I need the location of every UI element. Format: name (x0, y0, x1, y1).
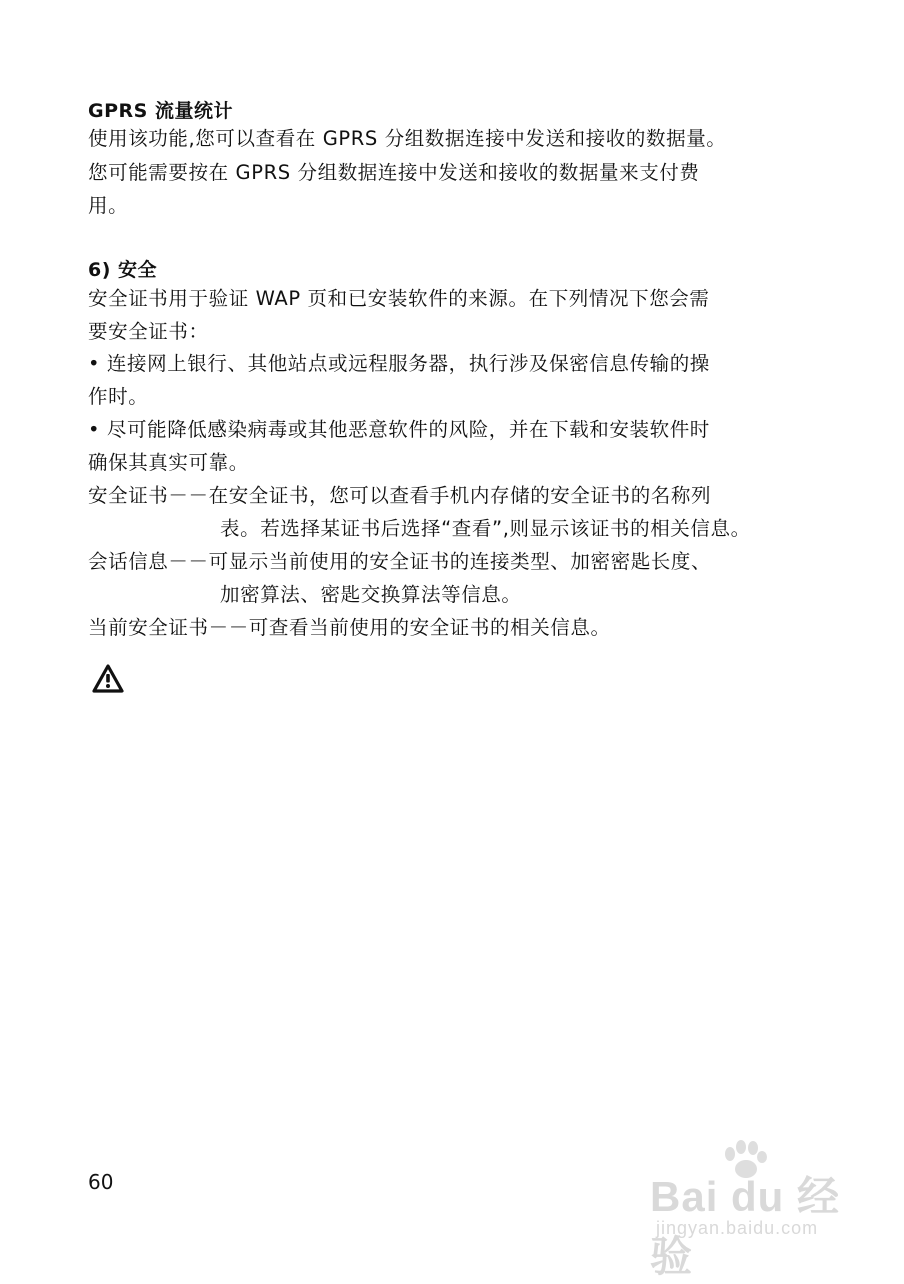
definition-continuation: 表。若选择某证书后选择“查看”,则显示该证书的相关信息。 (220, 517, 751, 540)
warning-triangle-icon (92, 664, 124, 694)
definition-continuation: 加密算法、密匙交换算法等信息。 (220, 583, 522, 606)
section-heading-gprs: GPRS 流量统计 (88, 100, 233, 122)
paragraph-line: 您可能需要按在 GPRS 分组数据连接中发送和接收的数据量来支付费 (88, 161, 700, 184)
watermark-url: jingyan.baidu.com (656, 1218, 819, 1238)
bullet-item-continuation: 作时。 (88, 385, 149, 408)
bullet-item: • 连接网上银行、其他站点或远程服务器，执行涉及保密信息传输的操 (88, 352, 710, 375)
paragraph-line: 安全证书用于验证 WAP 页和已安装软件的来源。在下列情况下您会需 (88, 287, 710, 310)
watermark-logo: Bai du 经验 (650, 1173, 841, 1280)
paragraph-line: 用。 (88, 194, 129, 217)
bullet-item: • 尽可能降低感染病毒或其他恶意软件的风险，并在下载和安装软件时 (88, 418, 710, 441)
definition-term-cert: 安全证书－－在安全证书，您可以查看手机内存储的安全证书的名称列 (88, 484, 712, 507)
definition-term-session: 会话信息－－可显示当前使用的安全证书的连接类型、加密密匙长度、 (88, 550, 712, 573)
page-number: 60 (88, 1170, 114, 1194)
paragraph-line: 使用该功能,您可以查看在 GPRS 分组数据连接中发送和接收的数据量。 (88, 127, 727, 150)
definition-term-current: 当前安全证书－－可查看当前使用的安全证书的相关信息。 (88, 616, 611, 639)
watermark (640, 1140, 880, 1280)
bullet-item-continuation: 确保其真实可靠。 (88, 451, 249, 474)
paragraph-line: 要安全证书： (88, 320, 209, 343)
section-heading-security: 6) 安全 (88, 259, 158, 281)
